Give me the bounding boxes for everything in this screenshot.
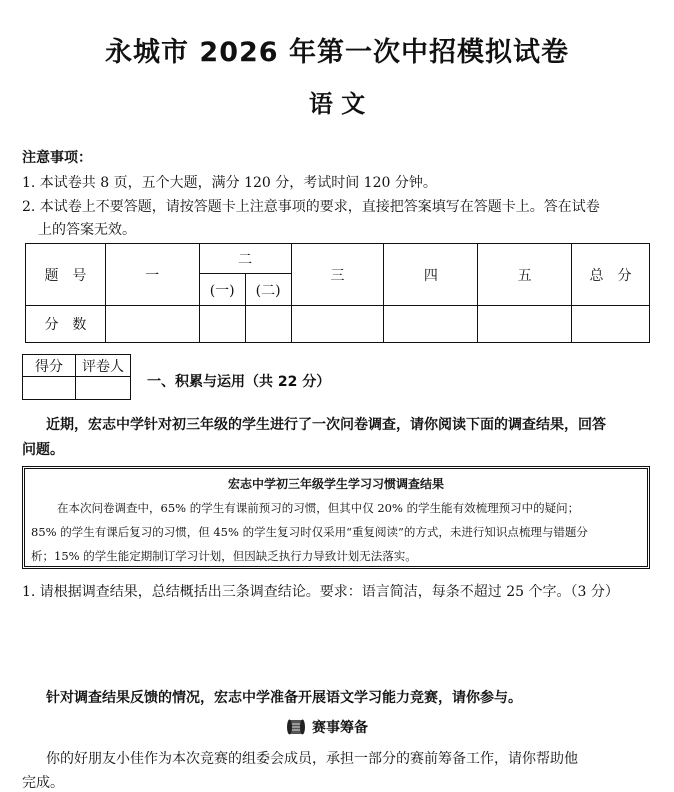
score-cell-2-2 — [245, 306, 291, 343]
col-header-4: 四 — [384, 244, 478, 306]
section-1-intro-line-1: 近期，宏志中学针对初三年级的学生进行了一次问卷调查，请你阅读下面的调查结果，回答 — [46, 417, 606, 433]
label-question-no: 题 号 — [26, 244, 106, 306]
score-cell-3 — [291, 306, 384, 343]
survey-line-2: 85% 的学生有课后复习的习惯，但 45% 的学生复习时仅采用“重复阅读”的方式，未进行知识点梳理与错题分 — [31, 525, 588, 539]
col-header-1: 一 — [105, 244, 199, 306]
survey-line-1: 在本次问卷调查中，65% 的学生有课前预习的习惯，但其中仅 20% 的学生能有效梳理预习中的疑问； — [57, 501, 580, 515]
col-header-2-sub-1: (一) — [199, 274, 245, 306]
event-para-line-1: 你的好朋友小佳作为本次竞赛的组委会成员，承担一部分的赛前筹备工作，请你帮助他 — [46, 751, 578, 767]
notice-heading: 注意事项： — [22, 150, 92, 166]
grader-name-label: 评卷人 — [76, 355, 131, 377]
grader-name-cell — [76, 377, 131, 400]
scroll-icon — [286, 718, 306, 736]
notice-item-1: 1. 本试卷共 8 页，五个大题，满分 120 分，考试时间 120 分钟。 — [22, 175, 437, 191]
score-cell-4 — [384, 306, 478, 343]
event-heading: 赛事筹备 — [312, 720, 368, 736]
score-cell-5 — [478, 306, 572, 343]
survey-result-box — [22, 466, 650, 569]
question-1: 1. 请根据调查结果，总结概括出三条调查结论。要求：语言简洁，每条不超过 25 个字。（3 分） — [22, 584, 619, 600]
col-header-total: 总 分 — [572, 244, 650, 306]
event-heading-row — [286, 717, 368, 737]
survey-line-3: 析；15% 的学生能定期制订学习计划，但因缺乏执行力导致计划无法落实。 — [31, 549, 417, 563]
col-header-3: 三 — [291, 244, 384, 306]
exam-title: 永城市 2026 年第一次中招模拟试卷 — [105, 37, 569, 68]
subject-title: 语 文 — [308, 90, 366, 118]
score-cell-total — [572, 306, 650, 343]
score-cell-2-1 — [199, 306, 245, 343]
competition-intro: 针对调查结果反馈的情况，宏志中学准备开展语文学习能力竞赛，请你参与。 — [46, 690, 522, 706]
col-header-2-sub-2: (二) — [245, 274, 291, 306]
grader-score-label: 得分 — [23, 355, 76, 377]
survey-title: 宏志中学初三年级学生学习习惯调查结果 — [227, 477, 444, 491]
grader-box — [22, 354, 131, 400]
section-1-intro-line-2: 问题。 — [22, 442, 64, 458]
notice-item-2-line-2: 上的答案无效。 — [38, 222, 136, 238]
score-cell-1 — [105, 306, 199, 343]
notice-item-2-line-1: 2. 本试卷上不要答题，请按答题卡上注意事项的要求，直接把答案填写在答题卡上。答在试卷 — [22, 199, 600, 215]
label-score: 分 数 — [26, 306, 106, 343]
col-header-2: 二 — [199, 244, 291, 274]
score-table — [25, 243, 650, 343]
grader-score-cell — [23, 377, 76, 400]
event-para-line-2: 完成。 — [22, 775, 64, 791]
col-header-5: 五 — [478, 244, 572, 306]
section-1-heading: 一、积累与运用（共 22 分） — [147, 374, 331, 390]
